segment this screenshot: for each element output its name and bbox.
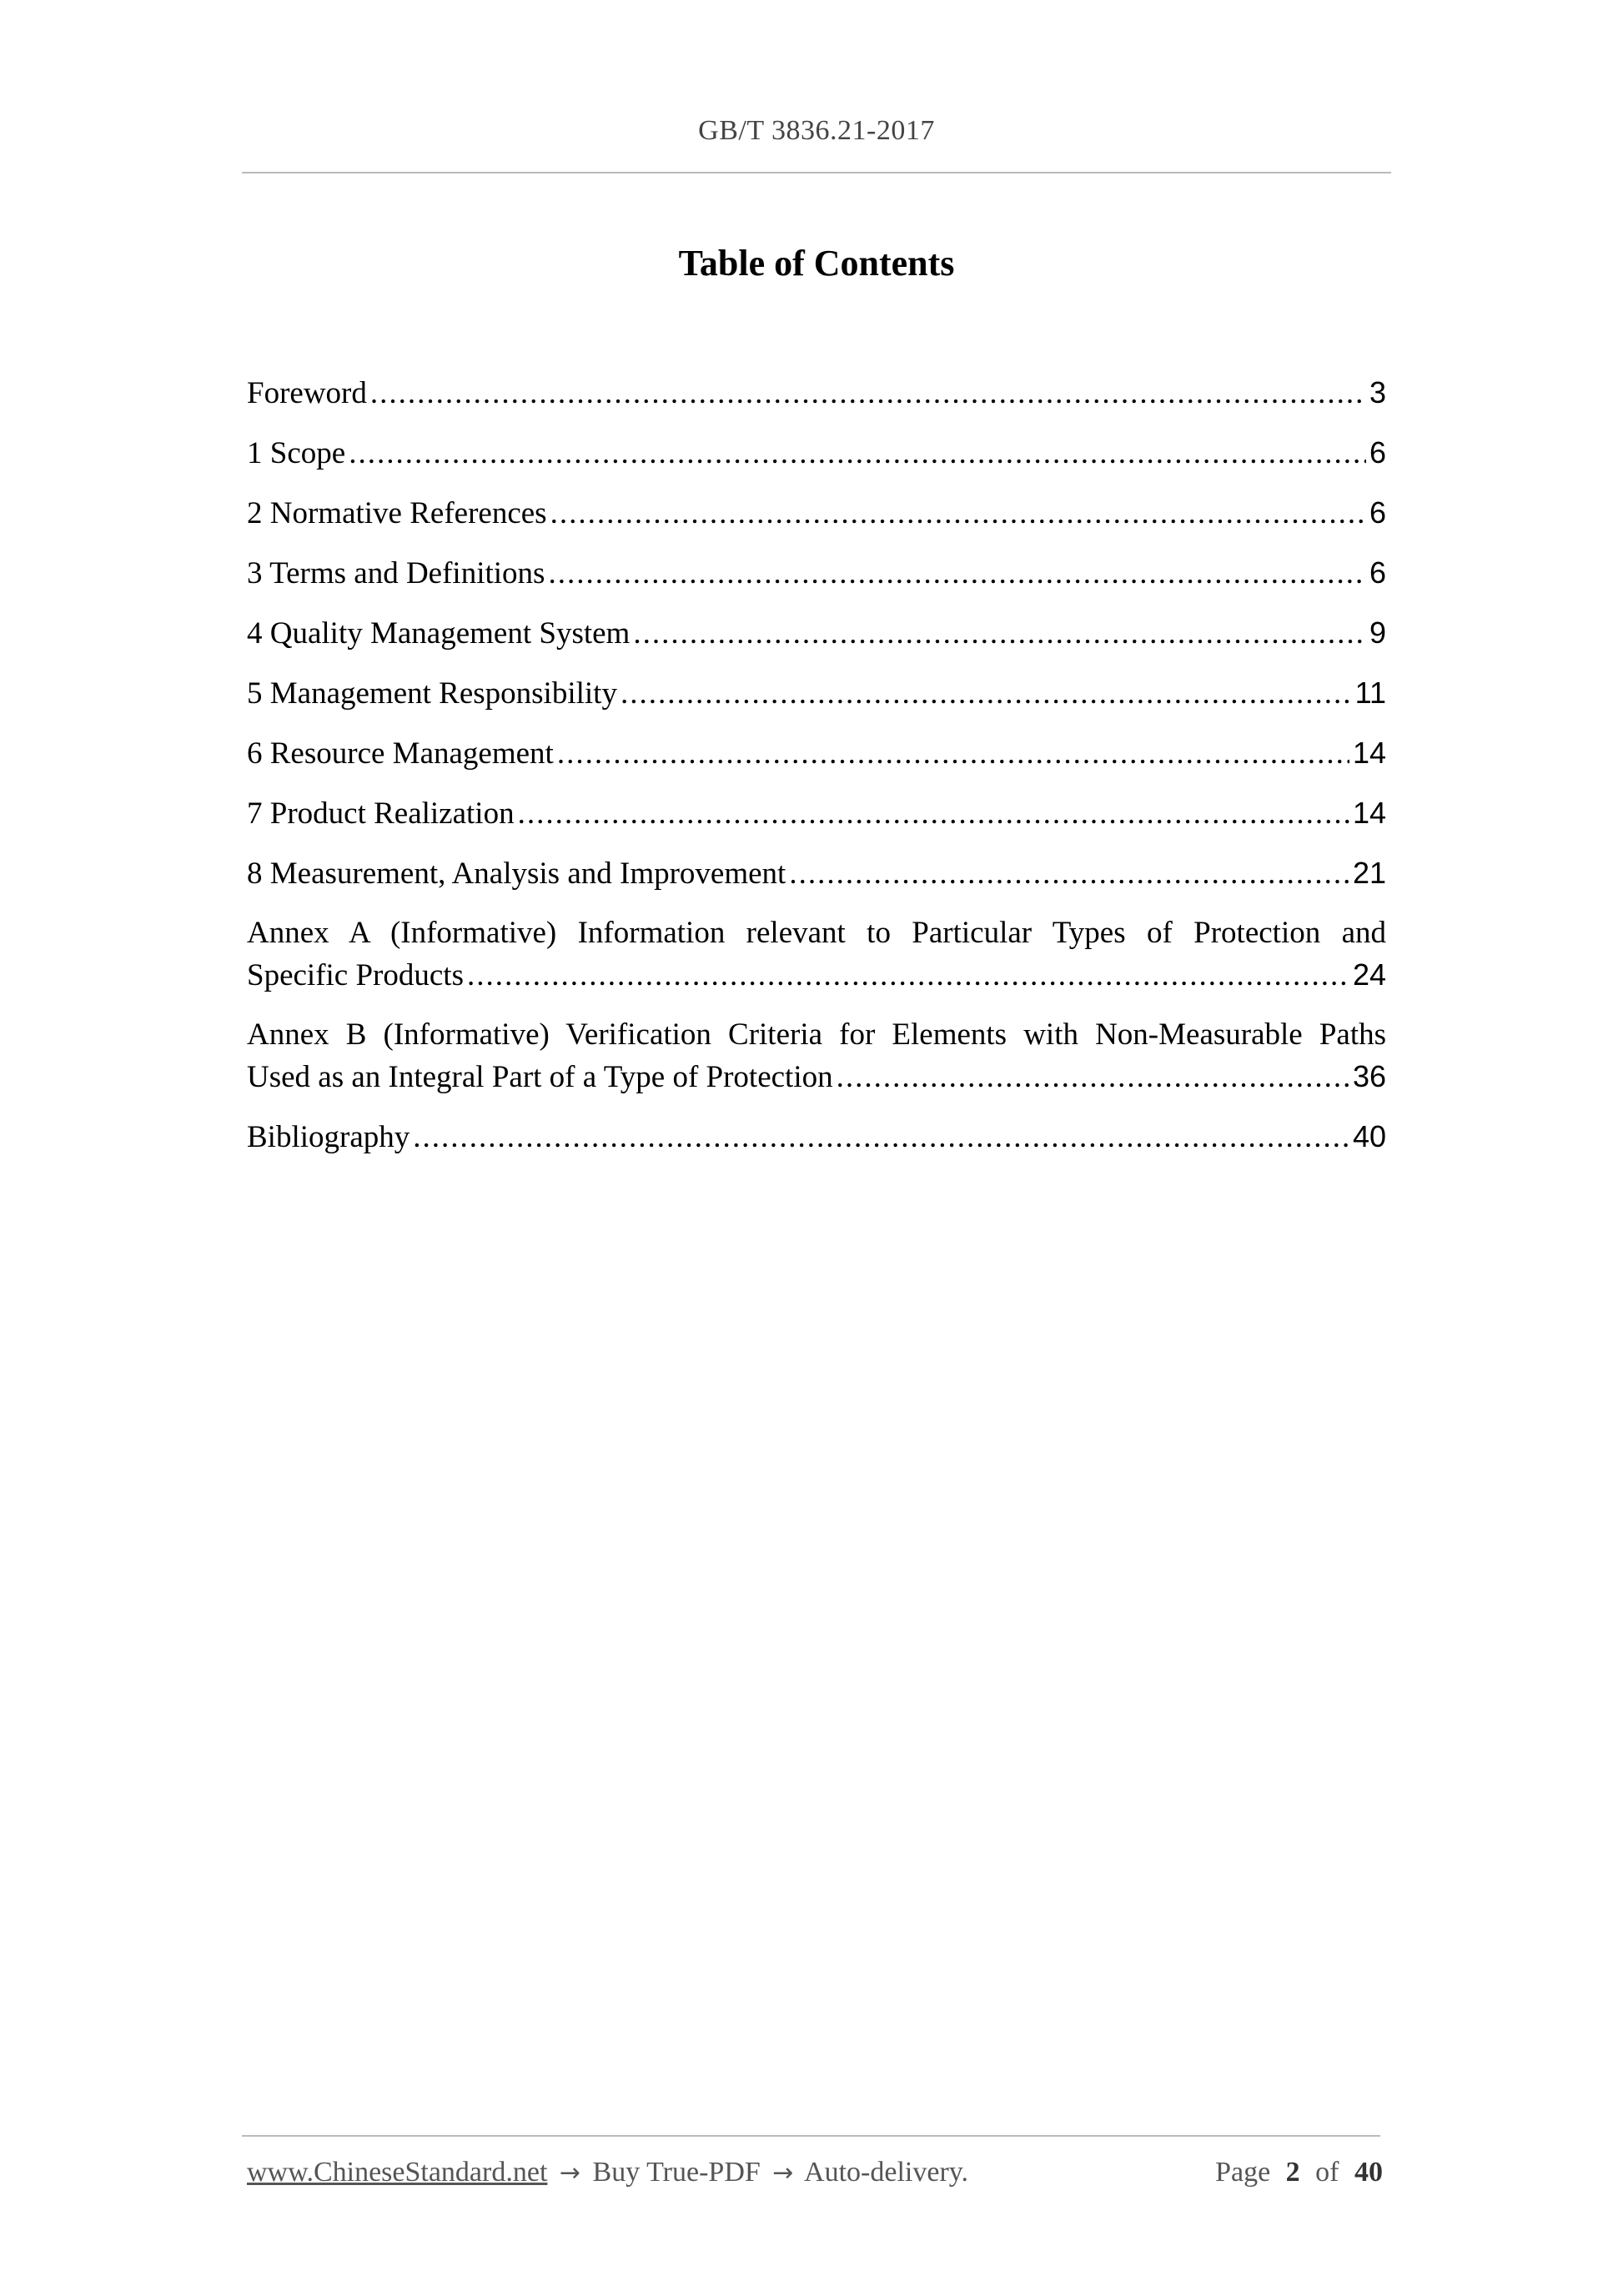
toc-entry-page: 11 <box>1354 676 1386 710</box>
toc-leader-dots <box>518 793 1349 835</box>
toc-entry-normative-references[interactable] <box>247 492 1386 535</box>
toc-entry-bibliography[interactable] <box>247 1116 1386 1158</box>
toc-entry-page: 3 <box>1369 375 1386 409</box>
toc-leader-dots <box>633 613 1366 655</box>
toc-leader-dots <box>557 733 1349 775</box>
toc-entry-label: Foreword <box>247 376 367 410</box>
footer-promo <box>247 2157 968 2188</box>
toc-entry-label: 4 Quality Management System <box>247 616 631 651</box>
toc-entry-annex-a[interactable] <box>247 912 1386 997</box>
toc-entry-page: 14 <box>1352 796 1386 830</box>
toc-entry-page: 40 <box>1352 1119 1386 1153</box>
buy-true-pdf-text: Buy True-PDF <box>592 2157 761 2188</box>
toc-leader-dots <box>789 853 1349 895</box>
toc-entry-label: 3 Terms and Definitions <box>247 556 545 590</box>
total-page-count: 40 <box>1354 2157 1383 2188</box>
toc-entry-label: 5 Management Responsibility <box>247 676 617 711</box>
of-word: of <box>1315 2157 1339 2188</box>
toc-entry-page: 24 <box>1352 957 1386 992</box>
toc-entry-resource-management[interactable] <box>247 732 1386 775</box>
page-indicator <box>1215 2157 1383 2188</box>
toc-title: Table of Contents <box>678 243 955 284</box>
toc-entry-page: 21 <box>1352 856 1386 890</box>
toc-entry-terms-and-definitions[interactable] <box>247 552 1386 595</box>
toc-entry-label-line2: Used as an Integral Part of a Type of Protection <box>247 1060 833 1094</box>
toc-leader-dots <box>467 955 1349 997</box>
toc-entry-page: 6 <box>1369 555 1386 590</box>
toc-entry-label-line1: Annex A (Informative) Information relevant to Particular Types of Protection and <box>247 916 1386 950</box>
table-of-contents <box>247 372 1386 1176</box>
toc-entry-label: 2 Normative References <box>247 496 547 530</box>
toc-leader-dots <box>550 493 1366 535</box>
document-footer <box>247 2157 1383 2188</box>
auto-delivery-text: Auto-delivery. <box>804 2157 969 2188</box>
toc-entry-page: 6 <box>1369 435 1386 470</box>
toc-entry-line2 <box>247 1056 1386 1098</box>
toc-entry-label: 1 Scope <box>247 436 346 470</box>
document-header: GB/T 3836.21-2017 <box>698 115 935 146</box>
toc-entry-page: 36 <box>1352 1059 1386 1093</box>
toc-entry-page: 6 <box>1369 495 1386 530</box>
toc-leader-dots <box>548 553 1366 595</box>
toc-entry-label: 6 Resource Management <box>247 736 554 771</box>
header-divider <box>242 172 1391 173</box>
arrow-right-icon: → <box>559 2158 581 2188</box>
toc-entry-quality-management-system[interactable] <box>247 612 1386 655</box>
toc-leader-dots <box>413 1117 1349 1158</box>
toc-entry-label-line1: Annex B (Informative) Verification Criteria for Elements with Non-Measurable Paths <box>247 1017 1386 1052</box>
toc-entry-foreword[interactable] <box>247 372 1386 414</box>
toc-entry-label: 8 Measurement, Analysis and Improvement <box>247 857 786 891</box>
toc-entry-line2 <box>247 954 1386 997</box>
toc-leader-dots <box>837 1057 1349 1098</box>
toc-entry-label: 7 Product Realization <box>247 796 515 831</box>
toc-leader-dots <box>370 373 1366 414</box>
toc-entry-product-realization[interactable] <box>247 792 1386 835</box>
toc-entry-annex-b[interactable] <box>247 1014 1386 1098</box>
toc-entry-management-responsibility[interactable] <box>247 672 1386 715</box>
page-word: Page <box>1215 2157 1271 2188</box>
current-page-number: 2 <box>1285 2157 1300 2188</box>
footer-divider <box>242 2135 1380 2137</box>
toc-leader-dots <box>349 433 1366 475</box>
toc-entry-scope[interactable] <box>247 432 1386 475</box>
website-link[interactable]: www.ChineseStandard.net <box>247 2157 548 2188</box>
toc-entry-label: Bibliography <box>247 1120 410 1154</box>
toc-entry-page: 14 <box>1352 736 1386 770</box>
toc-entry-label-line2: Specific Products <box>247 958 464 992</box>
toc-entry-measurement-analysis-improvement[interactable] <box>247 852 1386 895</box>
toc-entry-page: 9 <box>1369 615 1386 650</box>
arrow-right-icon: → <box>772 2158 794 2188</box>
toc-leader-dots <box>621 673 1352 715</box>
